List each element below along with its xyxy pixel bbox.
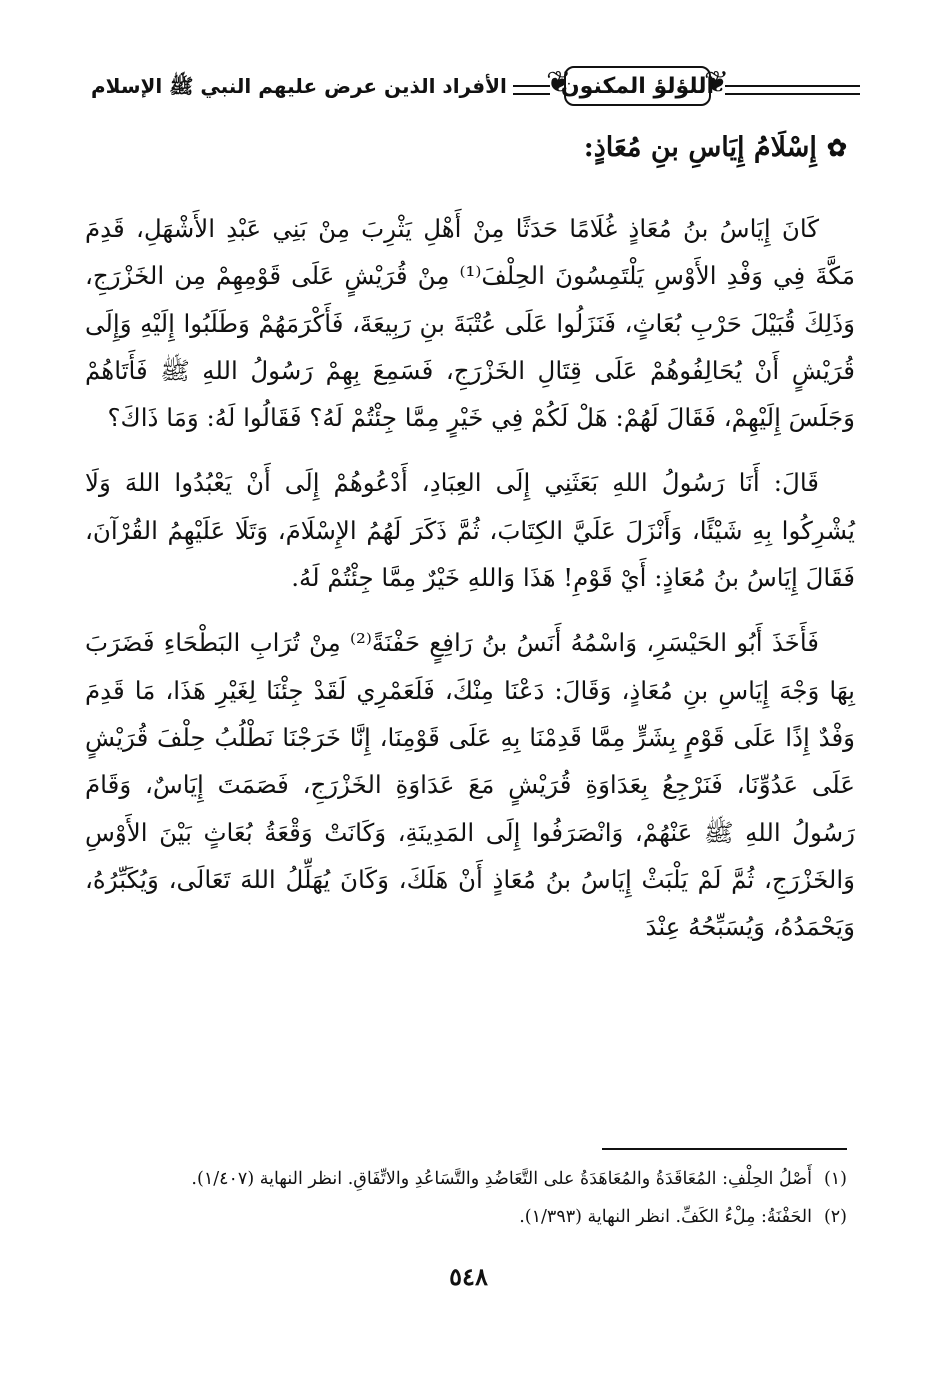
footnote-separator — [602, 1148, 847, 1150]
floral-ornament-icon: ❦ — [546, 65, 572, 100]
footnote-number: (٢) — [823, 1207, 847, 1227]
book-title: اللؤلؤ المكنون — [560, 73, 715, 99]
footnotes — [77, 1160, 847, 1236]
book-title-cartouche — [546, 58, 729, 114]
header-end-rule — [818, 85, 860, 95]
paragraph: فَأَخَذَ أَبُو الحَيْسَرِ، وَاسْمُهُ أَنَسُ بنُ رَافِعٍ حَفْنَةً⁽²⁾ مِنْ تُرَابِ البَطْحَاءِ فَضَرَبَ بِهَا وَجْهَ إِيَاسِ بنِ مُعَاذٍ، وَقَالَ: دَعْنَا مِنْكَ، فَلَعَمْرِي لَقَدْ جِئْنَا لِغَيْرِ هَذَا، مَا قَدِمَ وَفْدٌ إِذًا عَلَى قَوْمٍ بِشَرٍّ مِمَّا قَدِمْنَا بِهِ عَلَى قَوْمِنَا، إِنَّا خَرَجْنَا نَطْلُبُ حِلْفَ قُرَيْشٍ عَلَى عَدُوِّنَا، فَنَرْجِعُ بِعَدَاوَةِ قُرَيْشٍ مَعَ عَدَاوَةِ الخَزْرَجِ، فَصَمَتَ إِيَاسٌ، وَقَامَ رَسُولُ اللهِ ﷺ عَنْهُمْ، وَانْصَرَفُوا إِلَى المَدِينَةِ، وَكَانَتْ وَقْعَةُ بُعَاثٍ بَيْنَ الأَوْسِ وَالخَزْرَجِ، ثُمَّ لَمْ يَلْبَثْ إِيَاسُ بنُ مُعَاذٍ أَنْ هَلَكَ، وَكَانَ يُهَلِّلُ اللهَ تَعَالَى، وَيُكَبِّرُهُ، وَيَحْمَدُهُ، وَيُسَبِّحُهُ عِنْدَ — [85, 628, 855, 942]
section-heading — [87, 132, 847, 163]
flower-bullet-icon: ✿ — [826, 133, 847, 162]
footnote — [77, 1160, 847, 1198]
footnote-text: أَصْلُ الحِلْفِ: المُعَاقَدَةُ والمُعَاهَدَةُ على التَّعَاضُدِ والتَّسَاعُدِ والاتِّفَاقِ. انظر النهاية (١/٤٠٧). — [191, 1169, 812, 1189]
footnote-number: (١) — [823, 1169, 847, 1189]
chapter-title: الأفراد الذين عرض عليهم النبي ﷺ الإسلام — [85, 74, 513, 103]
paragraph: قَالَ: أَنَا رَسُولُ اللهِ بَعَثَنِي إِلَى العِبَادِ، أَدْعُوهُمْ إِلَى أَنْ يَعْبُدُوا اللهَ وَلَا يُشْرِكُوا بِهِ شَيْئًا، وَأَنْزَلَ عَلَيَّ الكِتَابَ، ثُمَّ ذَكَرَ لَهُمُ الإِسْلَامَ، وَتَلَا عَلَيْهِمُ القُرْآنَ، فَقَالَ إِيَاسُ بنُ مُعَاذٍ: أَيْ قَوْمِ! هَذَا وَاللهِ خَيْرٌ مِمَّا جِئْتُمْ لَهُ. — [85, 468, 855, 593]
paragraph: كَانَ إِيَاسُ بنُ مُعَاذٍ غُلَامًا حَدَثًا مِنْ أَهْلِ يَثْرِبَ مِنْ بَنِي عَبْدِ الأَشْهَلِ، قَدِمَ مَكَّةَ فِي وَفْدِ الأَوْسِ يَلْتَمِسُونَ الحِلْفَ⁽¹⁾ مِنْ قُرَيْشٍ عَلَى قَوْمِهِمْ مِن الخَزْرَجِ، وَذَلِكَ قُبَيْلَ حَرْبِ بُعَاثٍ، فَنَزَلُوا عَلَى عُتْبَةَ بنِ رَبِيعَةَ، فَأَكْرَمَهُمْ وَطَلَبُوا إِلَيْهِ وَإِلَى قُرَيْشٍ أَنْ يُحَالِفُوهُمْ عَلَى قِتَالِ الخَزْرَجِ، فَسَمِعَ بِهِمْ رَسُولُ اللهِ ﷺ فَأَتَاهُمْ وَجَلَسَ إِلَيْهِمْ، فَقَالَ لَهُمْ: هَلْ لَكُمْ فِي خَيْرٍ مِمَّا جِئْتُمْ لَهُ؟ فَقَالُوا لَهُ: وَمَا ذَاكَ؟ — [85, 214, 855, 433]
page-number: ٥٤٨ — [449, 1262, 488, 1291]
running-header — [85, 52, 860, 122]
footnote-text: الحَفْنَةُ: مِلْءُ الكَفِّ. انظر النهاية (١/٣٩٣). — [519, 1207, 812, 1227]
footnote — [77, 1198, 847, 1236]
section-heading-text: إِسْلَامُ إِيَاسِ بنِ مُعَاذٍ: — [583, 132, 817, 163]
body-text — [85, 205, 855, 968]
floral-ornament-icon: ❦ — [703, 65, 729, 100]
